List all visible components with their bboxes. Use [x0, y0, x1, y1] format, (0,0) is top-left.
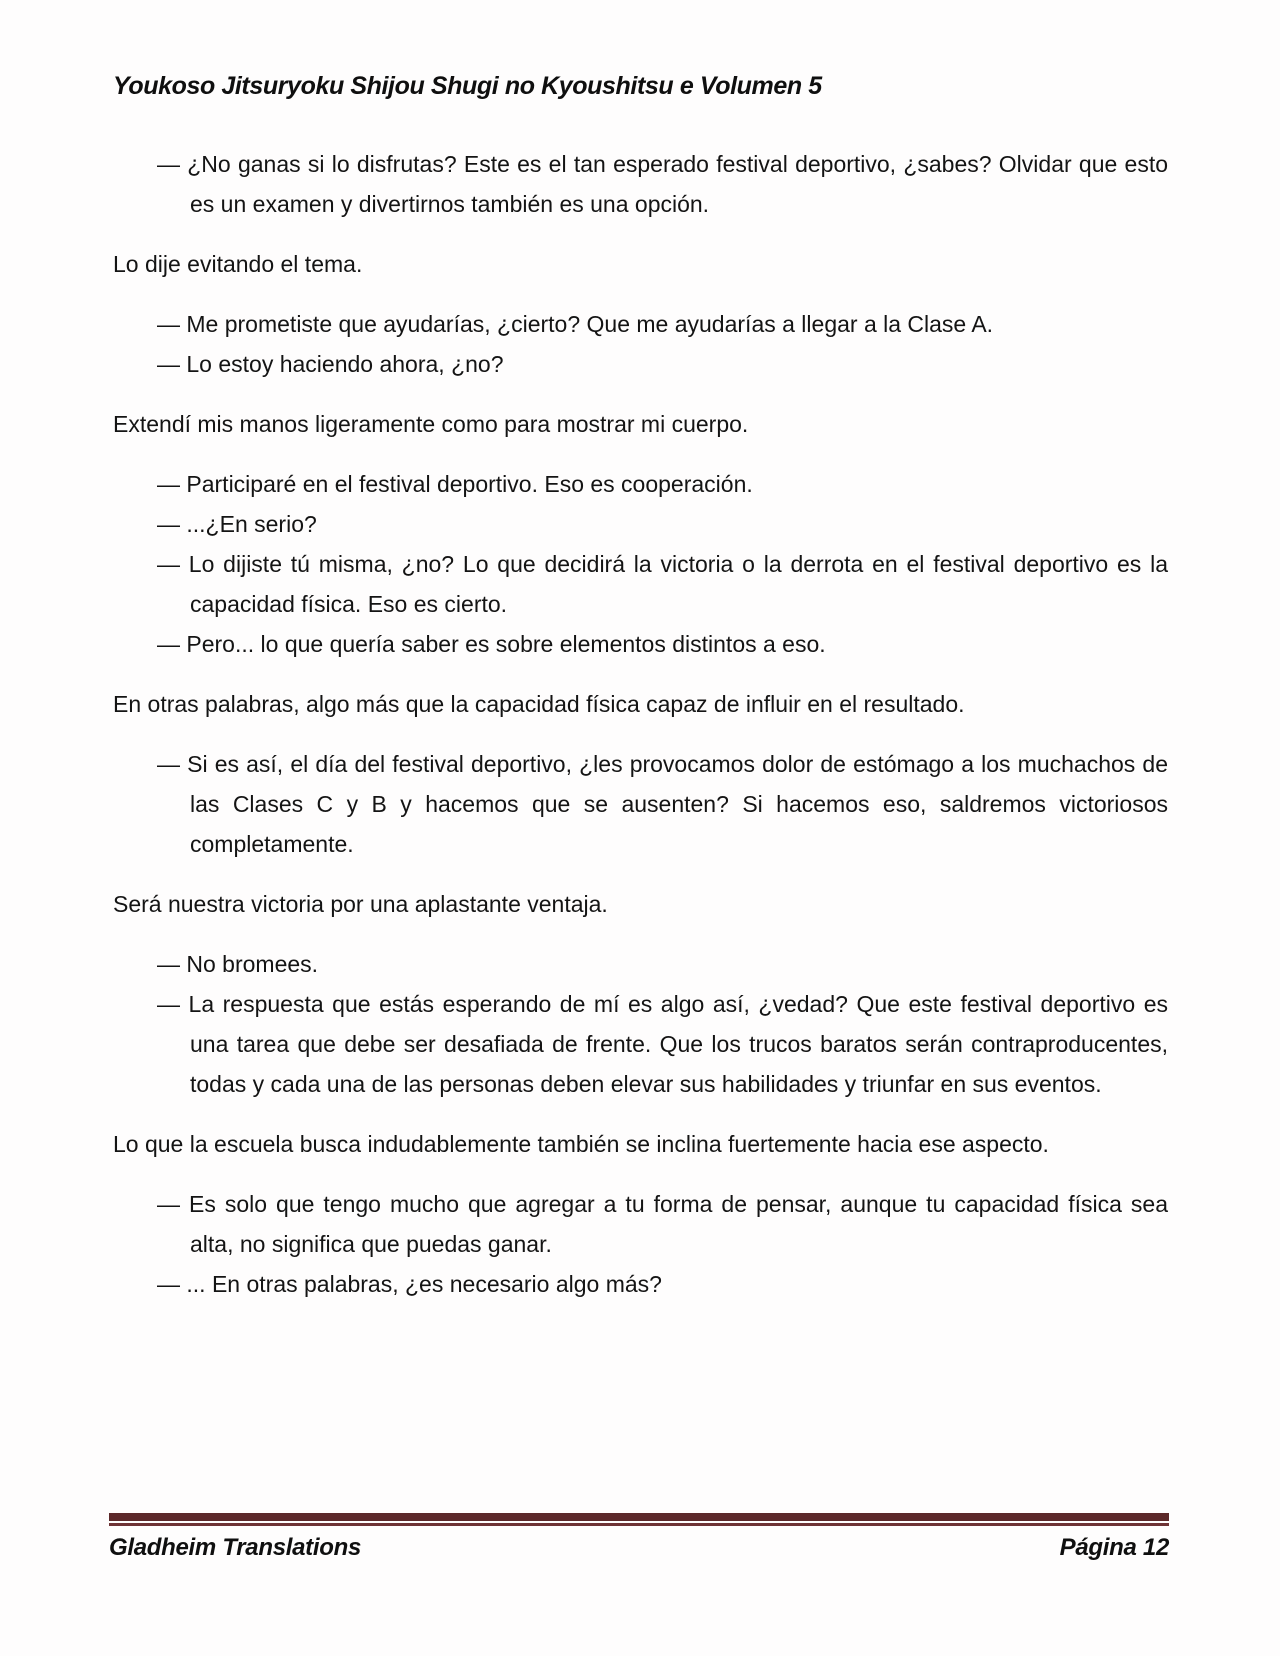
dialogue-line: — ... En otras palabras, ¿es necesario algo más?	[157, 1271, 662, 1297]
dialogue-line: — Lo estoy haciendo ahora, ¿no?	[157, 351, 504, 377]
paragraph-block	[113, 944, 1168, 1104]
dialogue-line: — ¿No ganas si lo disfrutas? Este es el tan esperado festival deportivo, ¿sabes? Olvidar que esto es un examen y divertirnos también es una opción.	[157, 151, 1168, 217]
narration-paragraph: Lo que la escuela busca indudablemente también se inclina fuertemente hacia ese aspecto.	[113, 1131, 1049, 1157]
paragraph-block	[113, 1124, 1168, 1164]
paragraph-block	[113, 144, 1168, 224]
paragraph-block	[113, 744, 1168, 864]
paragraph-block	[113, 464, 1168, 664]
footer-rule-thin	[109, 1523, 1169, 1526]
paragraph-block	[113, 404, 1168, 444]
footer-right: Página 12	[1059, 1534, 1169, 1561]
page-body	[113, 144, 1168, 1304]
header-title: Youkoso Jitsuryoku Shijou Shugi no Kyoushitsu e Volumen 5	[113, 72, 822, 100]
paragraph-block	[113, 684, 1168, 724]
dialogue-line: — Es solo que tengo mucho que agregar a tu forma de pensar, aunque tu capacidad física sea alta, no significa que puedas ganar.	[157, 1191, 1168, 1257]
paragraph-block	[113, 884, 1168, 924]
dialogue-line: — Si es así, el día del festival deportivo, ¿les provocamos dolor de estómago a los muchachos de las Clases C y B y hacemos que se ausenten? Si hacemos eso, saldremos victoriosos completamente.	[157, 751, 1168, 857]
narration-paragraph: Extendí mis manos ligeramente como para mostrar mi cuerpo.	[113, 411, 749, 437]
dialogue-line: — ...¿En serio?	[157, 511, 317, 537]
page-footer	[109, 1513, 1169, 1563]
paragraph-block	[113, 1184, 1168, 1304]
footer-left: Gladheim Translations	[109, 1534, 361, 1561]
narration-paragraph: Será nuestra victoria por una aplastante ventaja.	[113, 891, 608, 917]
document-header	[113, 70, 1168, 102]
dialogue-line: — La respuesta que estás esperando de mí es algo así, ¿vedad? Que este festival deportivo es una tarea que debe ser desafiada de frente. Que los trucos baratos serán contraproducentes, todas y cada una de las personas deben elevar sus habilidades y triunfar en sus eventos.	[157, 991, 1168, 1097]
narration-paragraph: En otras palabras, algo más que la capacidad física capaz de influir en el resultado.	[113, 691, 965, 717]
dialogue-line: — Me prometiste que ayudarías, ¿cierto? Que me ayudarías a llegar a la Clase A.	[157, 311, 994, 337]
footer-row	[109, 1533, 1169, 1563]
dialogue-line: — Participaré en el festival deportivo. Eso es cooperación.	[157, 471, 753, 497]
dialogue-line: — Lo dijiste tú misma, ¿no? Lo que decidirá la victoria o la derrota en el festival deportivo es la capacidad física. Eso es cierto.	[157, 551, 1168, 617]
dialogue-line: — No bromees.	[157, 951, 319, 977]
dialogue-line: — Pero... lo que quería saber es sobre elementos distintos a eso.	[157, 631, 826, 657]
paragraph-block	[113, 304, 1168, 384]
paragraph-block	[113, 244, 1168, 284]
narration-paragraph: Lo dije evitando el tema.	[113, 251, 363, 277]
footer-rule-thick	[109, 1513, 1169, 1521]
